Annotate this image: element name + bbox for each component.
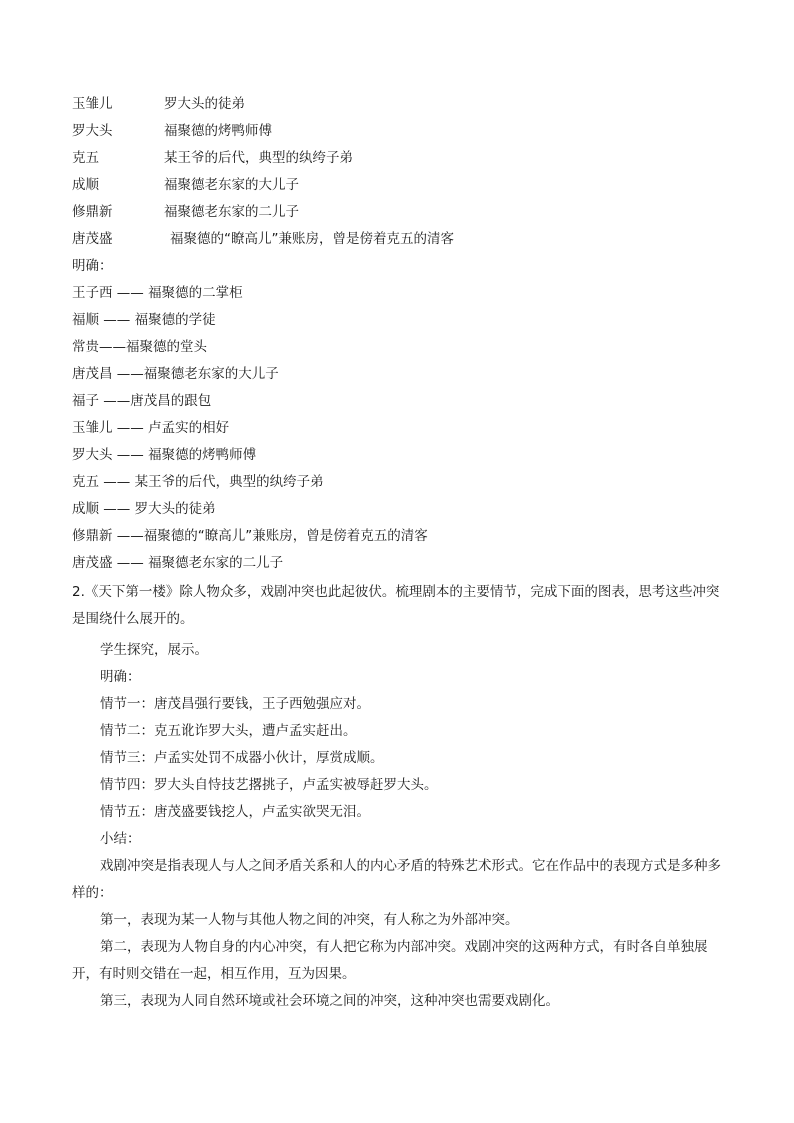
answer-label: 明确： (72, 258, 113, 274)
character-role: 某王爷的后代，典型的纨绔子弟 (164, 150, 353, 166)
student-explore-text: 学生探究，展示。 (100, 642, 208, 658)
list-item (72, 230, 454, 248)
character-name: 唐茂盛 (72, 231, 113, 247)
character-name: 成顺 (72, 177, 99, 193)
plot-item: 情节二：克五讹诈罗大头，遭卢孟实赶出。 (100, 723, 357, 739)
character-name: 克五 (72, 150, 99, 166)
character-name: 修鼎新 (72, 204, 113, 220)
list-item (72, 176, 299, 194)
plot-item: 情节三：卢孟实处罚不成器小伙计，厚赏成顺。 (100, 750, 384, 766)
plot-item: 情节一：唐茂昌强行要钱，王子西勉强应对。 (100, 696, 370, 712)
summary-label: 小结： (100, 831, 141, 847)
summary-paragraph: 第二，表现为人物自身的内心冲突，有人把它称为内部冲突。戏剧冲突的这两种方式，有时各自单独展开，有时则交错在一起，相互作用，互为因果。 (72, 939, 708, 982)
answer-item: 成顺 —— 罗大头的徒弟 (72, 501, 216, 517)
list-item (72, 203, 299, 221)
character-role: 福聚德的烤鸭师傅 (164, 123, 272, 139)
answer-item: 修鼎新 ——福聚德的“瞭高儿”兼账房，曾是傍着克五的清客 (72, 528, 428, 544)
plot-item: 情节四：罗大头自恃技艺撂挑子，卢孟实被辱赶罗大头。 (100, 777, 438, 793)
plot-item: 情节五：唐茂盛要钱挖人，卢孟实欲哭无泪。 (100, 804, 370, 820)
answer-item: 克五 —— 某王爷的后代，典型的纨绔子弟 (72, 474, 324, 490)
answer-item: 福顺 —— 福聚德的学徒 (72, 312, 216, 328)
character-role: 福聚德老东家的大儿子 (164, 177, 299, 193)
answer-item: 罗大头 —— 福聚德的烤鸭师傅 (72, 447, 257, 463)
character-role: 罗大头的徒弟 (164, 96, 245, 112)
answer-item: 玉雏儿 —— 卢孟实的相好 (72, 420, 230, 436)
list-item (72, 149, 353, 167)
question-paragraph: 2.《天下第一楼》除人物众多，戏剧冲突也此起彼伏。梳理剧本的主要情节，完成下面的图表，思考这些冲突是围绕什么展开的。 (72, 584, 720, 627)
summary-paragraph: 第一，表现为某一人物与其他人物之间的冲突，有人称之为外部冲突。 (100, 912, 519, 928)
character-name: 罗大头 (72, 123, 113, 139)
answer-item: 福子 ——唐茂昌的跟包 (72, 393, 212, 409)
answer-item: 常贵——福聚德的堂头 (72, 339, 207, 355)
summary-paragraph: 第三，表现为人同自然环境或社会环境之间的冲突，这种冲突也需要戏剧化。 (100, 993, 559, 1009)
summary-paragraph: 戏剧冲突是指表现人与人之间矛盾关系和人的内心矛盾的特殊艺术形式。它在作品中的表现方式是多种多样的： (72, 858, 721, 901)
answer-label: 明确： (100, 669, 141, 685)
list-item (72, 122, 272, 140)
character-role: 福聚德老东家的二儿子 (164, 204, 299, 220)
answer-item: 唐茂盛 —— 福聚德老东家的二儿子 (72, 555, 284, 571)
list-item (72, 95, 245, 113)
character-role: 福聚德的“瞭高儿”兼账房，曾是傍着克五的清客 (170, 231, 454, 247)
answer-item: 王子西 —— 福聚德的二掌柜 (72, 285, 243, 301)
answer-item: 唐茂昌 ——福聚德老东家的大儿子 (72, 366, 279, 382)
character-name: 玉雏儿 (72, 96, 113, 112)
